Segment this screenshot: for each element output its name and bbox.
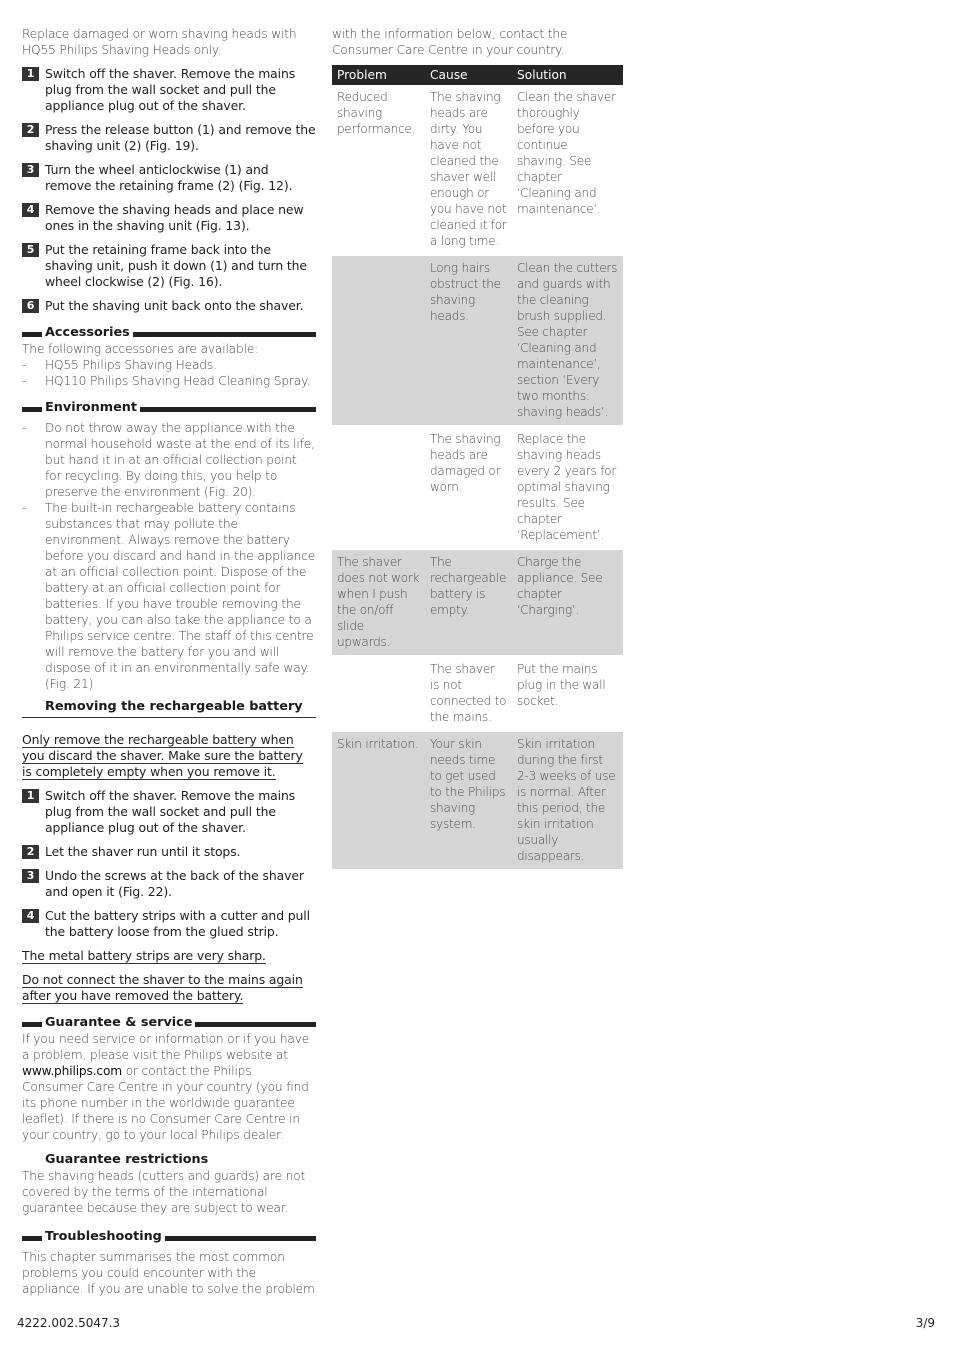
table-cell-problem: Reduced shaving performance. [332, 85, 425, 255]
table-row [332, 426, 623, 549]
page-number: 3/9 [915, 1316, 935, 1330]
heading-label: Guarantee & service [45, 1015, 195, 1031]
guarantee-text [22, 1031, 316, 1143]
step-number: 4 [22, 203, 39, 217]
step-text: Remove the shaving heads and place new ones in the shaving unit (Fig. 13). [45, 202, 304, 233]
table-cell-problem: Skin irritation. [332, 731, 425, 870]
step-number: 1 [22, 67, 39, 81]
philips-website-link[interactable]: www.philips.com [22, 1064, 123, 1078]
step-text: Put the shaving unit back onto the shaver. [45, 298, 304, 313]
list-item: - HQ55 Philips Shaving Heads. [22, 358, 217, 372]
caution-text: Do not connect the shaver to the mains again after you have removed the battery. [22, 972, 303, 1003]
heading-bar [184, 1022, 316, 1027]
step-item [22, 202, 316, 234]
list-item: - Do not throw away the appliance with the normal household waste at the end of its life, but hand it in at an official collection point for recycling. By doing this, you help to preserve the environment (Fig. 20). [22, 421, 315, 499]
section-heading-troubleshooting [22, 1229, 316, 1245]
step-item [22, 298, 316, 314]
heading-bar [22, 1236, 42, 1241]
heading-bar [156, 1236, 316, 1241]
heading-bar [22, 407, 42, 412]
table-cell-solution: Clean the cutters and guards with the cleaning brush supplied. See chapter ‘Cleaning and maintenance’, section ‘Every two months: shaving heads’. [512, 255, 623, 426]
heading-bar [22, 332, 42, 337]
list-item-text: HQ55 Philips Shaving Heads. [45, 358, 217, 372]
table-cell-cause: The shaving heads are dirty. You have not cleaned the shaver well enough or you have not cleaned it for a long time. [425, 85, 512, 255]
step-item [22, 162, 316, 194]
removing-battery-heading: Removing the rechargeable battery [22, 699, 316, 718]
step-text: Cut the battery strips with a cutter and pull the battery loose from the glued strip. [45, 908, 310, 939]
caution-no-mains [22, 972, 316, 1004]
step-text: Press the release button (1) and remove the shaving unit (2) (Fig. 19). [45, 122, 316, 153]
table-header-row [332, 65, 623, 85]
table-cell-cause: The shaver is not connected to the mains. [425, 656, 512, 731]
step-number: 1 [22, 789, 39, 803]
guarantee-text-after: or contact the Philips Consumer Care Centre in your country (you find its phone number in the worldwide guarantee leaflet). If there is no Consumer Care Centre in your country, go to your local Philips dealer. [22, 1064, 309, 1142]
caution-sharp-strips [22, 948, 316, 964]
heading-bar [22, 1022, 42, 1027]
step-text: Switch off the shaver. Remove the mains plug from the wall socket and pull the appliance plug out of the shaver. [45, 788, 296, 835]
table-cell-solution: Charge the appliance. See chapter ‘Charging’. [512, 549, 623, 656]
list-item-text: HQ110 Philips Shaving Head Cleaning Spray. [45, 374, 311, 388]
step-item [22, 844, 316, 860]
step-text: Undo the screws at the back of the shaver and open it (Fig. 22). [45, 868, 304, 899]
step-number: 3 [22, 163, 39, 177]
table-cell-solution: Put the mains plug in the wall socket. [512, 656, 623, 731]
column-header: Cause [425, 65, 512, 85]
troubleshooting-intro: This chapter summarises the most common problems you could encounter with the appliance. If you are unable to solve the problem [22, 1250, 315, 1296]
step-item [22, 66, 316, 114]
step-number: 2 [22, 845, 39, 859]
heading-label: Troubleshooting [45, 1229, 165, 1245]
list-item: - The built-in rechargeable battery contains substances that may pollute the environment. Always remove the battery before you discard and hand in the appliance at an official collection point. Dispose of the battery at an official collection point for batteries. If you have trouble removing the battery, you can also take the appliance to a Philips service centre. The staff of this centre will remove the battery for you and will dispose of it in an environmentally safe way. (Fig. 21) [22, 501, 316, 691]
table-cell-problem [332, 426, 425, 549]
table-cell-cause: Long hairs obstruct the shaving heads. [425, 255, 512, 426]
troubleshooting-table [332, 65, 623, 871]
table-row [332, 85, 623, 255]
step-text: Put the retaining frame back into the shaving unit, push it down (1) and turn the wheel clockwise (2) (Fig. 16). [45, 242, 307, 289]
list-item-text: The built-in rechargeable battery contains substances that may pollute the environment. Always remove the battery before you discard and hand in the appliance at an official collection point. Dispose of the battery at an official collection point for batteries. If you have trouble removing the battery, you can also take the appliance to a Philips service centre. The staff of this centre will remove the battery for you and will dispose of it in an environmentally safe way. (Fig. 21) [45, 501, 316, 691]
removing-steps [22, 788, 316, 940]
step-item [22, 868, 316, 900]
step-number: 2 [22, 123, 39, 137]
document-number: 4222.002.5047.3 [17, 1316, 121, 1330]
table-cell-cause: The rechargeable battery is empty. [425, 549, 512, 656]
step-item [22, 242, 316, 290]
step-text: Let the shaver run until it stops. [45, 844, 241, 859]
table-row [332, 731, 623, 870]
heading-label: Accessories [45, 325, 133, 341]
table-cell-problem [332, 255, 425, 426]
step-number: 5 [22, 243, 39, 257]
table-row [332, 549, 623, 656]
list-item-text: Do not throw away the appliance with the normal household waste at the end of its life, but hand it in at an official collection point for recycling. By doing this, you help to preserve the environment (Fig. 20). [45, 421, 315, 499]
column-header: Problem [332, 65, 425, 85]
replacement-steps [22, 66, 316, 314]
guarantee-restrictions-heading: Guarantee restrictions [45, 1152, 209, 1167]
step-item [22, 788, 316, 836]
troubleshooting-continued: with the information below, contact the Consumer Care Centre in your country. [332, 27, 568, 57]
section-heading-guarantee [22, 1015, 316, 1031]
table-row [332, 656, 623, 731]
table-cell-problem [332, 656, 425, 731]
table-cell-solution: Replace the shaving heads every 2 years for optimal shaving results. See chapter ‘Replacement’. [512, 426, 623, 549]
heading-label: Environment [45, 400, 140, 416]
list-item: - HQ110 Philips Shaving Head Cleaning Spray. [22, 374, 311, 388]
table-cell-problem: The shaver does not work when I push the on/off slide upwards. [332, 549, 425, 656]
section-heading-accessories [22, 325, 316, 341]
step-number: 3 [22, 869, 39, 883]
guarantee-text-before: If you need service or information or if you have a problem, please visit the Philips website at [22, 1032, 310, 1062]
caution-text: The metal battery strips are very sharp. [22, 948, 266, 963]
left-column [22, 26, 316, 1297]
step-text: Turn the wheel anticlockwise (1) and remove the retaining frame (2) (Fig. 12). [45, 162, 293, 193]
step-number: 6 [22, 299, 39, 313]
table-cell-solution: Skin irritation during the first 2-3 weeks of use is normal. After this period, the skin irritation usually disappears. [512, 731, 623, 870]
step-item [22, 122, 316, 154]
right-column [332, 26, 624, 871]
battery-warning-text: Only remove the rechargeable battery when you discard the shaver. Make sure the battery is completely empty when you remove it. [22, 732, 303, 779]
table-row [332, 255, 623, 426]
step-text: Switch off the shaver. Remove the mains plug from the wall socket and pull the appliance plug out of the shaver. [45, 66, 296, 113]
replacement-intro: Replace damaged or worn shaving heads with HQ55 Philips Shaving Heads only. [22, 27, 297, 57]
section-heading-environment [22, 400, 316, 416]
battery-warning [22, 732, 316, 780]
column-header: Solution [512, 65, 623, 85]
step-item [22, 908, 316, 940]
step-number: 4 [22, 909, 39, 923]
guarantee-restrictions-text: The shaving heads (cutters and guards) are not covered by the terms of the international guarantee because they are subject to wear. [22, 1169, 306, 1215]
table-cell-cause: Your skin needs time to get used to the Philips shaving system. [425, 731, 512, 870]
table-cell-cause: The shaving heads are damaged or worn. [425, 426, 512, 549]
heading-bar [130, 407, 316, 412]
table-cell-solution: Clean the shaver thoroughly before you continue shaving. See chapter ‘Cleaning and maintenance’. [512, 85, 623, 255]
heading-bar [122, 332, 316, 337]
accessories-intro: The following accessories are available: [22, 342, 259, 356]
